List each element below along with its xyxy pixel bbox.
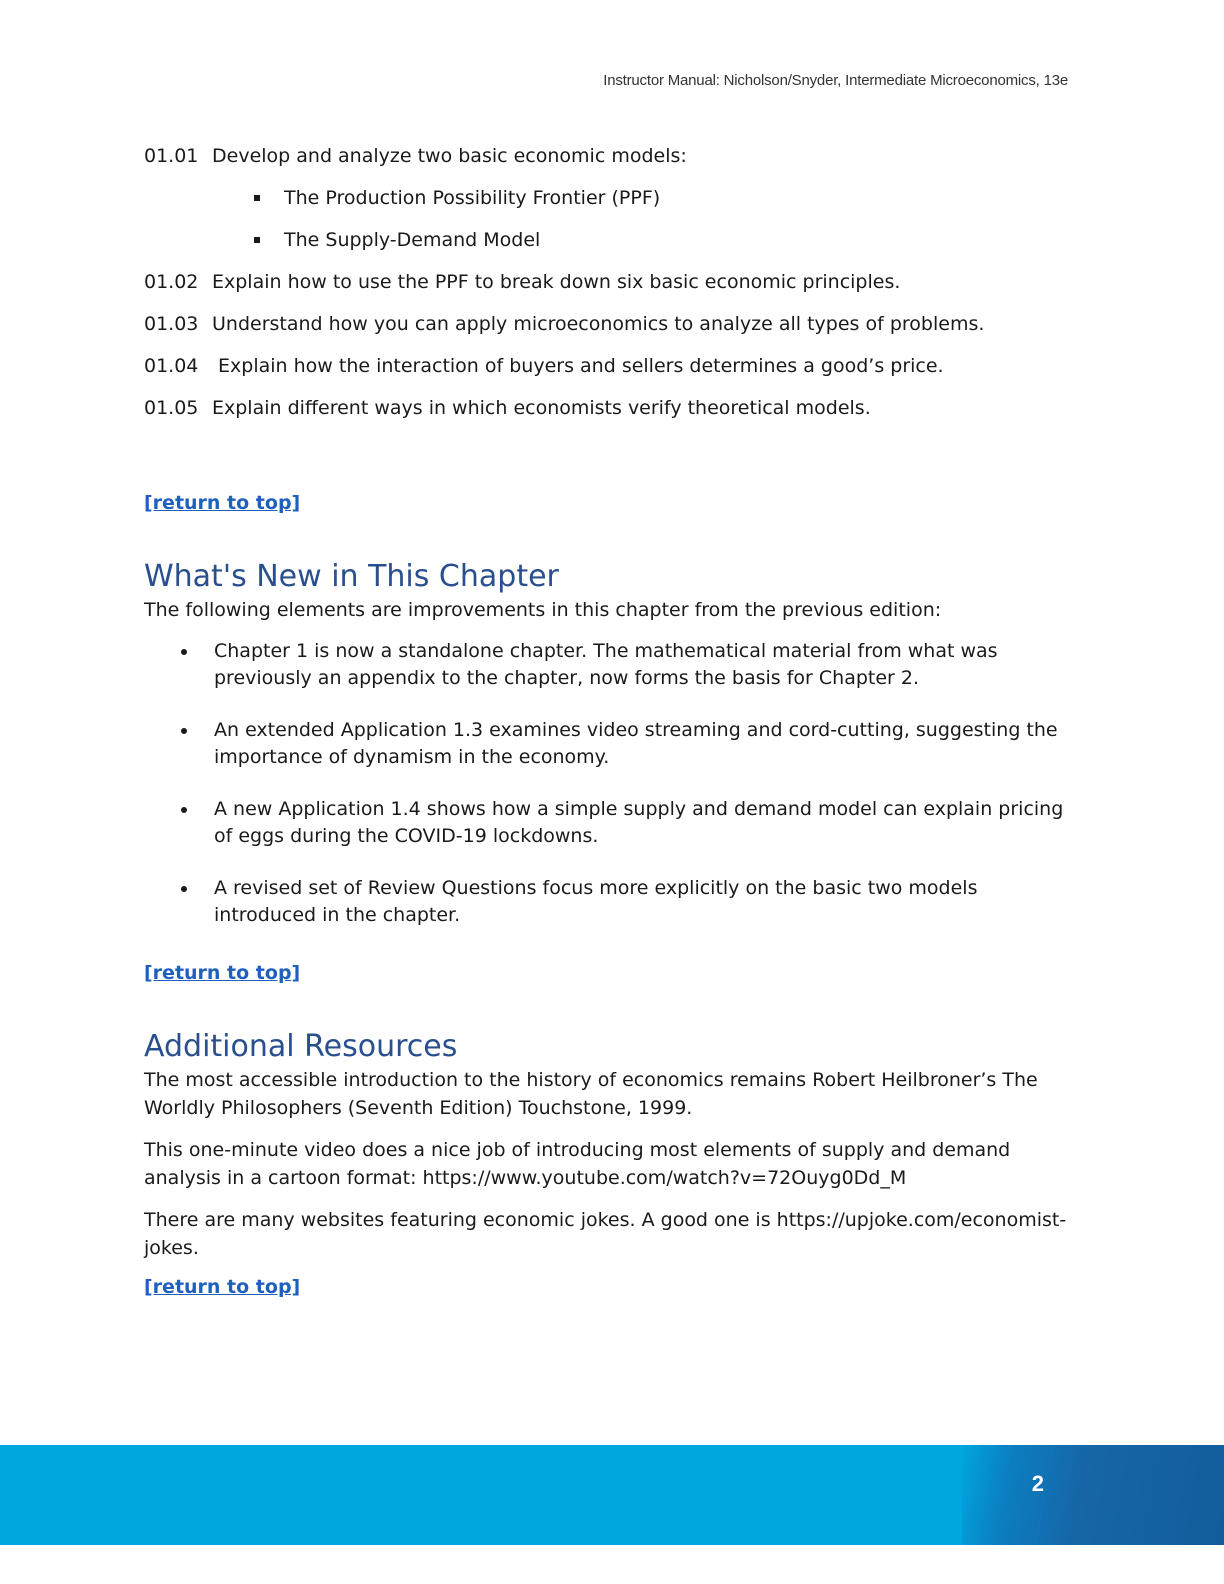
running-header: Instructor Manual: Nicholson/Snyder, Intermediate Microeconomics, 13e [603,72,1068,89]
objective-code: 01.05 [144,397,199,419]
list-item-text: A revised set of Review Questions focus more explicitly on the basic two models introduced in the chapter. [214,877,978,926]
bullet-icon [181,807,187,813]
model-list [144,184,1084,254]
whats-new-list [144,638,1084,929]
list-item-text: Chapter 1 is now a standalone chapter. The mathematical material from what was previously an appendix to the chapter, now forms the basis for Chapter 2. [214,640,998,689]
whats-new-intro: The following elements are improvements in this chapter from the previous edition: [144,599,942,621]
objective-01-04 [144,352,1084,380]
resources-paragraph: The most accessible introduction to the history of economics remains Robert Heilbroner’s The Worldly Philosophers (Seventh Edition) Touchstone, 1999. [144,1069,1038,1119]
objective-code: 01.02 [144,271,199,293]
model-item-text: The Supply-Demand Model [284,229,541,251]
model-item [144,226,1084,254]
list-item [144,875,1084,929]
bullet-icon [181,649,187,655]
footer-band [0,1445,1224,1545]
objective-code: 01.01 [144,145,199,167]
page-content [144,142,1084,1298]
resources-paragraph: There are many websites featuring economic jokes. A good one is https://upjoke.com/economist-jokes. [144,1209,1067,1259]
footer-brush-decoration [962,1445,1224,1545]
list-item-text: An extended Application 1.3 examines video streaming and cord-cutting, suggesting the importance of dynamism in the economy. [214,719,1058,768]
objective-01-03 [144,310,1084,338]
objective-text: Explain different ways in which economists verify theoretical models. [212,397,871,419]
model-item-text: The Production Possibility Frontier (PPF) [284,187,661,209]
return-to-top-link[interactable]: [return to top] [144,492,301,514]
objective-text: Develop and analyze two basic economic models: [212,145,687,167]
page-number: 2 [1031,1471,1044,1496]
list-item [144,796,1084,850]
bullet-icon [181,886,187,892]
objective-text: Understand how you can apply microeconomics to analyze all types of problems. [212,313,985,335]
objective-text: Explain how to use the PPF to break down six basic economic principles. [212,271,901,293]
return-to-top-link[interactable]: [return to top] [144,1276,301,1298]
section-title-additional-resources: Additional Resources [144,1029,458,1064]
objective-text: Explain how the interaction of buyers and sellers determines a good’s price. [212,355,944,377]
list-item [144,717,1084,771]
square-bullet-icon [254,237,260,243]
model-item [144,184,1084,212]
objective-01-02 [144,268,1084,296]
return-to-top-link[interactable]: [return to top] [144,962,301,984]
square-bullet-icon [254,195,260,201]
objective-01-01 [144,142,1084,170]
list-item-text: A new Application 1.4 shows how a simple supply and demand model can explain pricing of eggs during the COVID-19 lockdowns. [214,798,1064,847]
resources-paragraph: This one-minute video does a nice job of introducing most elements of supply and demand analysis in a cartoon format: https://www.youtube.com/watch?v=72Ouyg0Dd_M [144,1139,1011,1189]
list-item [144,638,1084,692]
objective-01-05 [144,394,1084,422]
section-title-whats-new: What's New in This Chapter [144,559,559,594]
bullet-icon [181,728,187,734]
objective-code: 01.03 [144,313,199,335]
objective-code: 01.04 [144,355,199,377]
